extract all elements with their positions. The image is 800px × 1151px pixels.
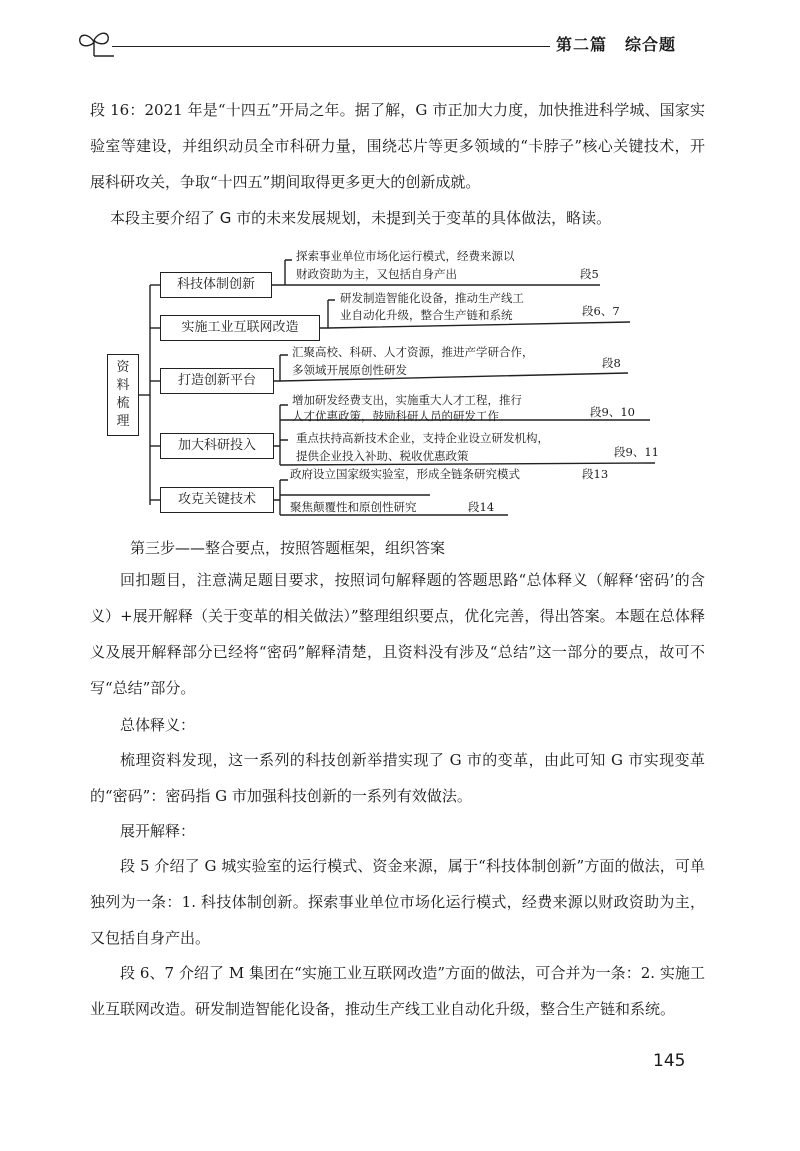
branch-box-3: 打造创新平台 <box>160 368 274 394</box>
branch-box-1: 科技体制创新 <box>160 272 272 298</box>
branch-5-ref: 段13 <box>582 467 609 481</box>
root-char-2: 料 <box>116 378 130 393</box>
branch-3-line2: 多领域开展原创性研发 <box>292 363 407 377</box>
branch-1-line1: 探索事业单位市场化运行模式，经费来源以 <box>296 249 515 263</box>
header-section: 第二篇 <box>556 35 608 54</box>
overall-label: 总体释义： <box>120 716 196 734</box>
page-number: 145 <box>653 1051 686 1071</box>
root-char-1: 资 <box>116 360 130 375</box>
root-char-4: 理 <box>116 414 130 429</box>
root-char-3: 梳 <box>116 396 130 411</box>
branch-box-4: 加大科研投入 <box>160 433 274 459</box>
branch-3-line1: 汇聚高校、科研、人才资源，推进产学研合作， <box>292 345 534 359</box>
diagram-root-box <box>107 354 139 436</box>
branch-4-line1: 增加研发经费支出，实施重大人才工程，推行 <box>292 393 522 407</box>
branch-4-line2: 人才优惠政策，鼓励科研人员的研发工作 <box>292 409 499 423</box>
branch-4-line3: 重点扶持高新技术企业，支持企业设立研发机构， <box>296 431 549 445</box>
branch-4-ref: 段9、10 <box>590 405 635 419</box>
branch-1-ref: 段5 <box>580 267 599 281</box>
branch-5-line1: 政府设立国家级实验室，形成全链条研究模式 <box>290 467 520 481</box>
expand-label: 展开解释： <box>120 822 196 840</box>
expand-paragraph-2: 段 6、7 介绍了 M 集团在“实施工业互联网改造”方面的做法，可合并为一条：2. 实施工业互联网改造。研发制造智能化设备，推动生产线工业自动化升级，整合生产链和系统。 <box>90 964 705 1018</box>
branch-box-5: 攻克关键技术 <box>160 487 274 513</box>
branch-4-line4: 提供企业投入补助、税收优惠政策 <box>296 449 469 463</box>
branch-5-line2: 聚焦颠覆性和原创性研究 <box>290 500 417 514</box>
overall-paragraph: 梳理资料发现，这一系列的科技创新举措实现了 G 市的变革，由此可知 G 市实现变革的“密码”：密码指 G 市加强科技创新的一系列有效做法。 <box>90 751 705 805</box>
branch-4-ref2: 段9、11 <box>614 445 659 459</box>
header-title: 综合题 <box>625 35 677 54</box>
branch-2-ref: 段6、7 <box>582 304 620 318</box>
step-3-title: 第三步——整合要点，按照答题框架，组织答案 <box>130 539 446 557</box>
branch-2-line1: 研发制造智能化设备，推动生产线工 <box>340 291 524 305</box>
branch-5-ref2: 段14 <box>468 500 495 514</box>
paragraph-note: 本段主要介绍了 G 市的未来发展规划，未提到关于变革的具体做法，略读。 <box>110 209 612 227</box>
branch-box-2: 实施工业互联网改造 <box>160 315 320 341</box>
branch-1-line2: 财政资助为主，又包括自身产出 <box>296 267 457 281</box>
expand-paragraph-1: 段 5 介绍了 G 城实验室的运行模式、资金来源，属于“科技体制创新”方面的做法，可单独列为一条：1. 科技体制创新。探索事业单位市场化运行模式，经费来源以财政资助为主，又包括自身产出。 <box>90 857 705 947</box>
branch-2-line2: 业自动化升级，整合生产链和系统 <box>340 308 513 322</box>
step-3-paragraph: 回扣题目，注意满足题目要求，按照词句解释题的答题思路“总体释义（解释‘密码’的含义）+展开解释（关于变革的相关做法）”整理组织要点，优化完善，得出答案。本题在总体释义及展开解释部分已经将“密码”解释清楚，且资料没有涉及“总结”这一部分的要点，故可不写“总结”部分。 <box>90 571 705 697</box>
paragraph-16: 段 16：2021 年是“十四五”开局之年。据了解，G 市正加大力度，加快推进科学城、国家实验室等建设，并组织动员全市科研力量，围绕芯片等更多领域的“卡脖子”核心关键技术，开展科研攻关，争取“十四五”期间取得更多更大的创新成就。 <box>90 101 705 191</box>
branch-3-ref: 段8 <box>602 356 621 370</box>
